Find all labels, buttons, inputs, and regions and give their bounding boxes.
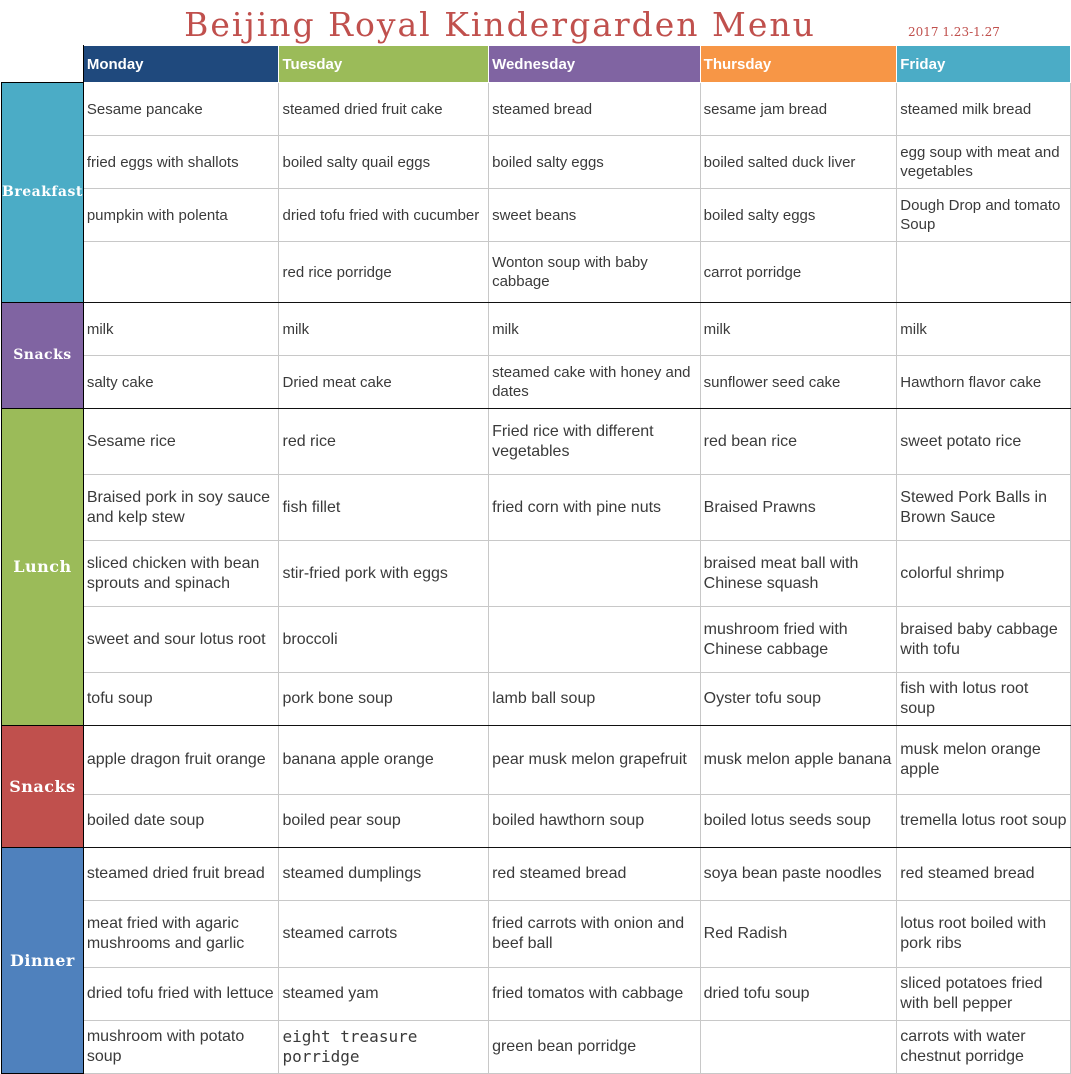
menu-cell: milk <box>700 303 897 356</box>
table-row <box>2 901 1071 968</box>
menu-cell: milk <box>489 303 701 356</box>
menu-cell: dried tofu fried with lettuce <box>83 968 279 1021</box>
menu-cell: boiled lotus seeds soup <box>700 795 897 848</box>
menu-cell: Dough Drop and tomato Soup <box>897 189 1071 242</box>
menu-cell: sunflower seed cake <box>700 356 897 409</box>
menu-cell: red rice porridge <box>279 242 489 303</box>
menu-cell: Stewed Pork Balls in Brown Sauce <box>897 475 1071 541</box>
menu-cell: braised meat ball with Chinese squash <box>700 541 897 607</box>
menu-cell: tofu soup <box>83 673 279 726</box>
menu-cell: salty cake <box>83 356 279 409</box>
corner-cell <box>2 46 84 83</box>
table-row <box>2 136 1071 189</box>
menu-cell: steamed bread <box>489 83 701 136</box>
menu-cell: boiled date soup <box>83 795 279 848</box>
menu-cell: Oyster tofu soup <box>700 673 897 726</box>
menu-cell: fried eggs with shallots <box>83 136 279 189</box>
menu-cell: mushroom with potato soup <box>83 1021 279 1074</box>
day-header-thursday: Thursday <box>700 46 897 83</box>
menu-cell: meat fried with agaric mushrooms and garlic <box>83 901 279 968</box>
menu-cell: Braised pork in soy sauce and kelp stew <box>83 475 279 541</box>
menu-cell: mushroom fried with Chinese cabbage <box>700 607 897 673</box>
menu-cell: Braised Prawns <box>700 475 897 541</box>
menu-cell: broccoli <box>279 607 489 673</box>
menu-cell: sweet and sour lotus root <box>83 607 279 673</box>
menu-cell: fish with lotus root soup <box>897 673 1071 726</box>
date-range: 2017 1.23-1.27 <box>908 25 1000 39</box>
menu-cell: pumpkin with polenta <box>83 189 279 242</box>
menu-cell: stir-fried pork with eggs <box>279 541 489 607</box>
menu-cell: steamed cake with honey and dates <box>489 356 701 409</box>
table-row <box>2 242 1071 303</box>
menu-cell: carrots with water chestnut porridge <box>897 1021 1071 1074</box>
menu-cell: boiled pear soup <box>279 795 489 848</box>
menu-cell: boiled salty quail eggs <box>279 136 489 189</box>
menu-cell: musk melon orange apple <box>897 726 1071 795</box>
menu-cell: sweet beans <box>489 189 701 242</box>
menu-cell: Red Radish <box>700 901 897 968</box>
menu-cell: banana apple orange <box>279 726 489 795</box>
menu-cell: steamed dried fruit cake <box>279 83 489 136</box>
menu-cell: red steamed bread <box>489 848 701 901</box>
menu-cell: apple dragon fruit orange <box>83 726 279 795</box>
menu-cell: steamed dried fruit bread <box>83 848 279 901</box>
day-header-friday: Friday <box>897 46 1071 83</box>
menu-cell: Fried rice with different vegetables <box>489 409 701 475</box>
menu-cell: steamed carrots <box>279 901 489 968</box>
menu-cell: milk <box>897 303 1071 356</box>
menu-cell: Sesame pancake <box>83 83 279 136</box>
menu-table <box>1 45 1071 1074</box>
menu-cell: sliced potatoes fried with bell pepper <box>897 968 1071 1021</box>
table-row <box>2 189 1071 242</box>
day-header-wednesday: Wednesday <box>489 46 701 83</box>
menu-cell <box>897 242 1071 303</box>
menu-cell: soya bean paste noodles <box>700 848 897 901</box>
table-row <box>2 83 1071 136</box>
menu-cell: fried tomatos with cabbage <box>489 968 701 1021</box>
menu-cell: boiled salty eggs <box>489 136 701 189</box>
menu-cell: musk melon apple banana <box>700 726 897 795</box>
meal-label-dinner: Dinner <box>2 848 84 1074</box>
menu-cell: Sesame rice <box>83 409 279 475</box>
menu-cell: Dried meat cake <box>279 356 489 409</box>
menu-cell: fried carrots with onion and beef ball <box>489 901 701 968</box>
menu-cell: boiled hawthorn soup <box>489 795 701 848</box>
table-row <box>2 1021 1071 1074</box>
menu-cell: egg soup with meat and vegetables <box>897 136 1071 189</box>
menu-cell: Wonton soup with baby cabbage <box>489 242 701 303</box>
menu-cell: fried corn with pine nuts <box>489 475 701 541</box>
menu-cell: tremella lotus root soup <box>897 795 1071 848</box>
menu-cell: lamb ball soup <box>489 673 701 726</box>
table-row <box>2 795 1071 848</box>
table-row <box>2 303 1071 356</box>
menu-cell: milk <box>279 303 489 356</box>
table-row <box>2 409 1071 475</box>
day-header-row <box>2 46 1071 83</box>
menu-cell: dried tofu fried with cucumber <box>279 189 489 242</box>
menu-cell: sesame jam bread <box>700 83 897 136</box>
table-row <box>2 356 1071 409</box>
meal-label-snacks: Snacks <box>2 303 84 409</box>
menu-cell <box>83 242 279 303</box>
meal-label-lunch: Lunch <box>2 409 84 726</box>
menu-cell: dried tofu soup <box>700 968 897 1021</box>
menu-cell: fish fillet <box>279 475 489 541</box>
table-row <box>2 726 1071 795</box>
menu-cell: steamed yam <box>279 968 489 1021</box>
table-row <box>2 541 1071 607</box>
menu-cell: colorful shrimp <box>897 541 1071 607</box>
menu-cell: carrot porridge <box>700 242 897 303</box>
day-header-tuesday: Tuesday <box>279 46 489 83</box>
menu-cell: lotus root boiled with pork ribs <box>897 901 1071 968</box>
menu-cell <box>489 607 701 673</box>
table-row <box>2 848 1071 901</box>
menu-cell: green bean porridge <box>489 1021 701 1074</box>
table-row <box>2 673 1071 726</box>
menu-cell: Hawthorn flavor cake <box>897 356 1071 409</box>
table-row <box>2 968 1071 1021</box>
meal-label-breakfast: Breakfast <box>2 83 84 303</box>
menu-cell: braised baby cabbage with tofu <box>897 607 1071 673</box>
menu-cell: pork bone soup <box>279 673 489 726</box>
menu-cell: steamed dumplings <box>279 848 489 901</box>
menu-cell: eight treasure porridge <box>279 1021 489 1074</box>
menu-title: Beijing Royal Kindergarden Menu <box>184 5 816 44</box>
menu-cell: sliced chicken with bean sprouts and spinach <box>83 541 279 607</box>
menu-cell: sweet potato rice <box>897 409 1071 475</box>
menu-cell: boiled salty eggs <box>700 189 897 242</box>
menu-cell: pear musk melon grapefruit <box>489 726 701 795</box>
meal-label-snacks-afternoon: Snacks <box>2 726 84 848</box>
menu-cell: boiled salted duck liver <box>700 136 897 189</box>
menu-cell: steamed milk bread <box>897 83 1071 136</box>
menu-cell <box>489 541 701 607</box>
menu-cell: red steamed bread <box>897 848 1071 901</box>
table-row <box>2 475 1071 541</box>
day-header-monday: Monday <box>83 46 279 83</box>
menu-cell: red rice <box>279 409 489 475</box>
menu-cell <box>700 1021 897 1074</box>
table-row <box>2 607 1071 673</box>
menu-cell: red bean rice <box>700 409 897 475</box>
menu-cell: milk <box>83 303 279 356</box>
